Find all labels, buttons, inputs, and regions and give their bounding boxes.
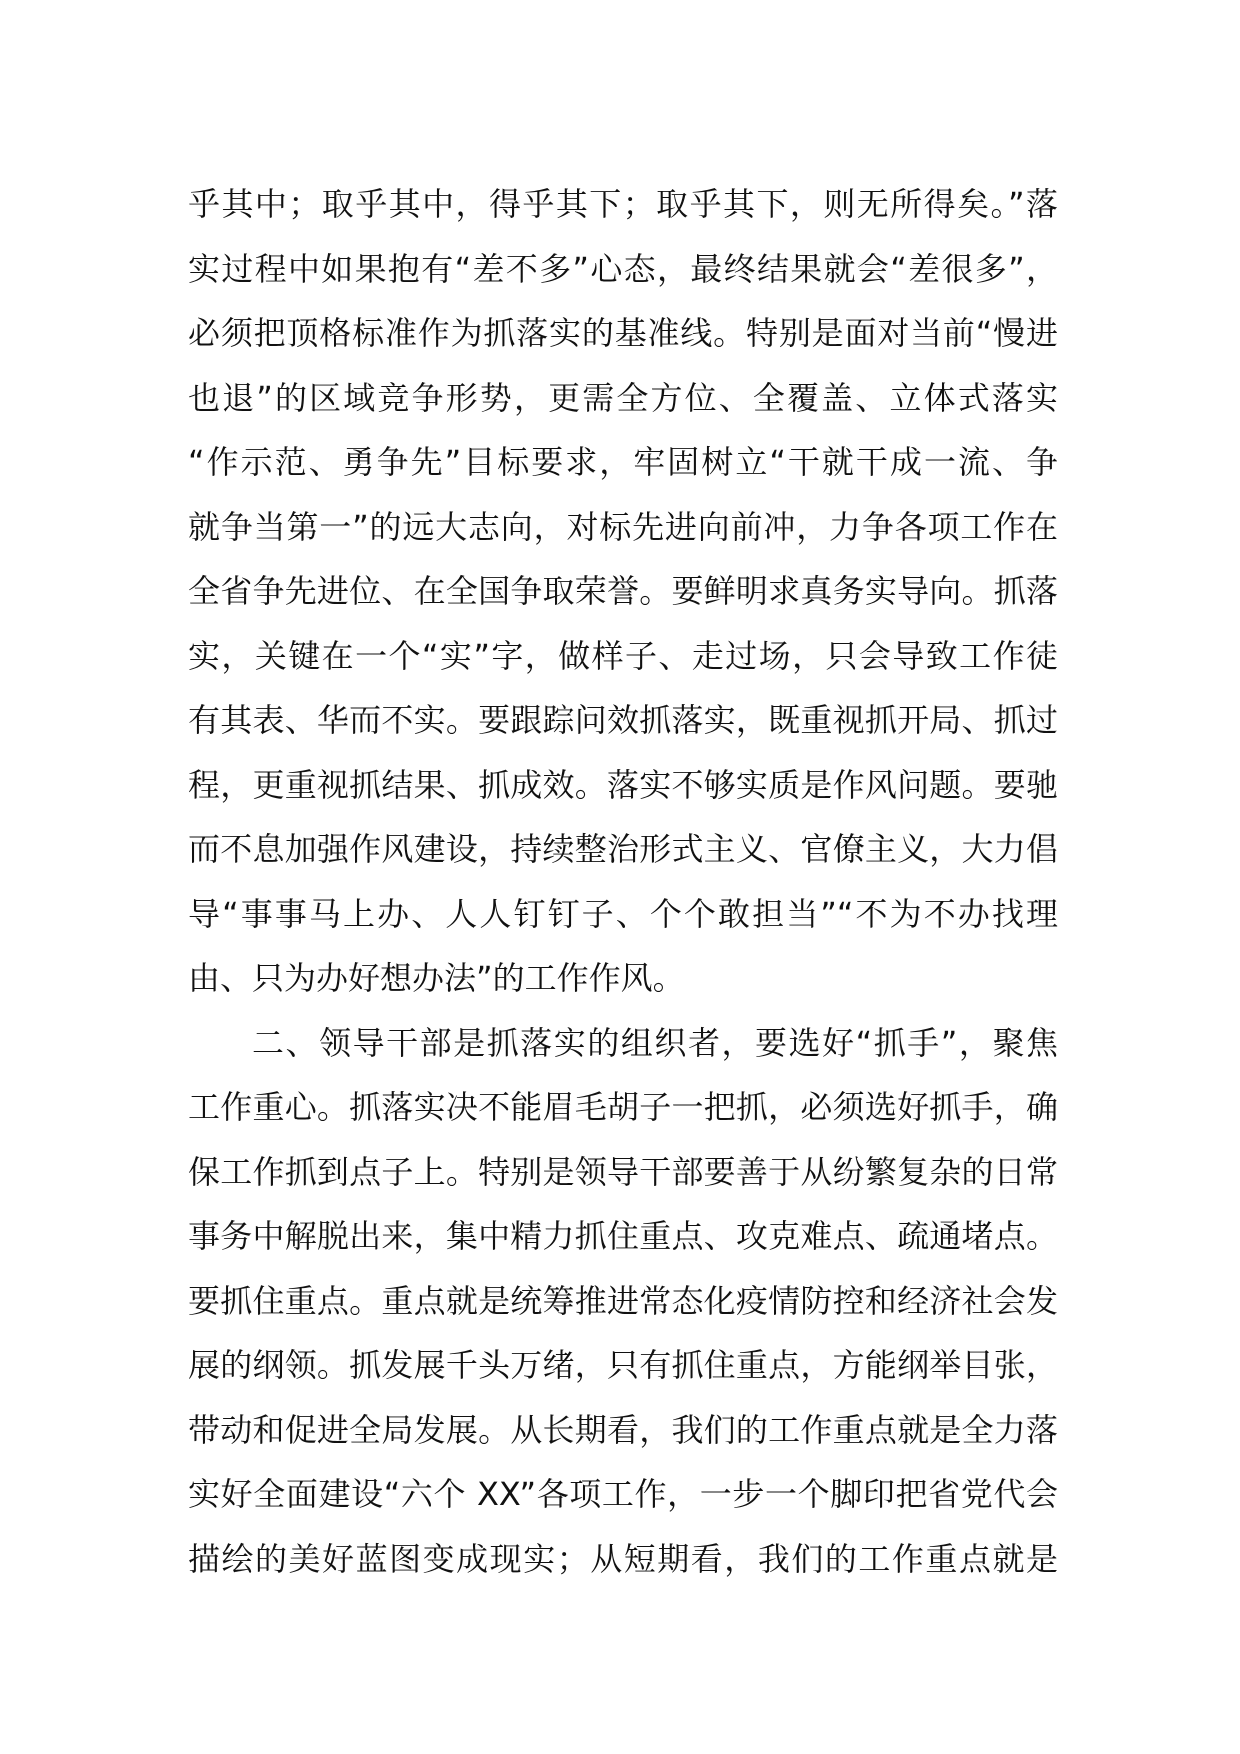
text-line: 实，关键在一个“实”字，做样子、走过场，只会导致工作徒 <box>188 636 1058 675</box>
text-line: 展的纲领。抓发展千头万绪，只有抓住重点，方能纲举目张， <box>188 1346 1058 1384</box>
text-line: 必须把顶格标准作为抓落实的基准线。特别是面对当前“慢进 <box>188 314 1058 352</box>
text-line: 实过程中如果抱有“差不多”心态，最终结果就会“差很多”， <box>188 249 1058 288</box>
text-line: 实好全面建设“六个 XX”各项工作，一步一个脚印把省党代会 <box>188 1475 1058 1513</box>
text-line: 也退”的区域竞争形势，更需全方位、全覆盖、立体式落实 <box>188 378 1058 417</box>
text-line: 保工作抓到点子上。特别是领导干部要善于从纷繁复杂的日常 <box>188 1152 1058 1191</box>
text-line: 就争当第一”的远大志向，对标先进向前冲，力争各项工作在 <box>188 507 1058 546</box>
text-line: 而不息加强作风建设，持续整治形式主义、官僚主义，大力倡 <box>188 830 1058 868</box>
text-line: 由、只为办好想办法”的工作作风。 <box>188 959 685 997</box>
text-line: 要抓住重点。重点就是统筹推进常态化疫情防控和经济社会发 <box>188 1281 1058 1320</box>
text-line: 乎其中；取乎其中，得乎其下；取乎其下，则无所得矣。”落 <box>188 185 1058 223</box>
text-line: 事务中解脱出来，集中精力抓住重点、攻克难点、疏通堵点。 <box>188 1217 1058 1255</box>
document-body <box>188 172 1058 1591</box>
text-line: 带动和促进全局发展。从长期看，我们的工作重点就是全力落 <box>188 1410 1058 1449</box>
text-line: 导“事事马上办、人人钉钉子、个个敢担当”“不为不办找理 <box>188 894 1058 933</box>
text-line: 描绘的美好蓝图变成现实；从短期看，我们的工作重点就是 <box>188 1539 1058 1578</box>
text-line: “作示范、勇争先”目标要求，牢固树立“干就干成一流、争 <box>188 443 1058 481</box>
text-line: 二、领导干部是抓落实的组织者，要选好“抓手”，聚焦 <box>252 1023 1058 1062</box>
text-line: 程，更重视抓结果、抓成效。落实不够实质是作风问题。要驰 <box>188 765 1058 804</box>
text-line: 有其表、华而不实。要跟踪问效抓落实，既重视抓开局、抓过 <box>188 701 1058 739</box>
text-line: 全省争先进位、在全国争取荣誉。要鲜明求真务实导向。抓落 <box>188 572 1058 610</box>
text-line: 工作重心。抓落实决不能眉毛胡子一把抓，必须选好抓手，确 <box>188 1088 1058 1126</box>
